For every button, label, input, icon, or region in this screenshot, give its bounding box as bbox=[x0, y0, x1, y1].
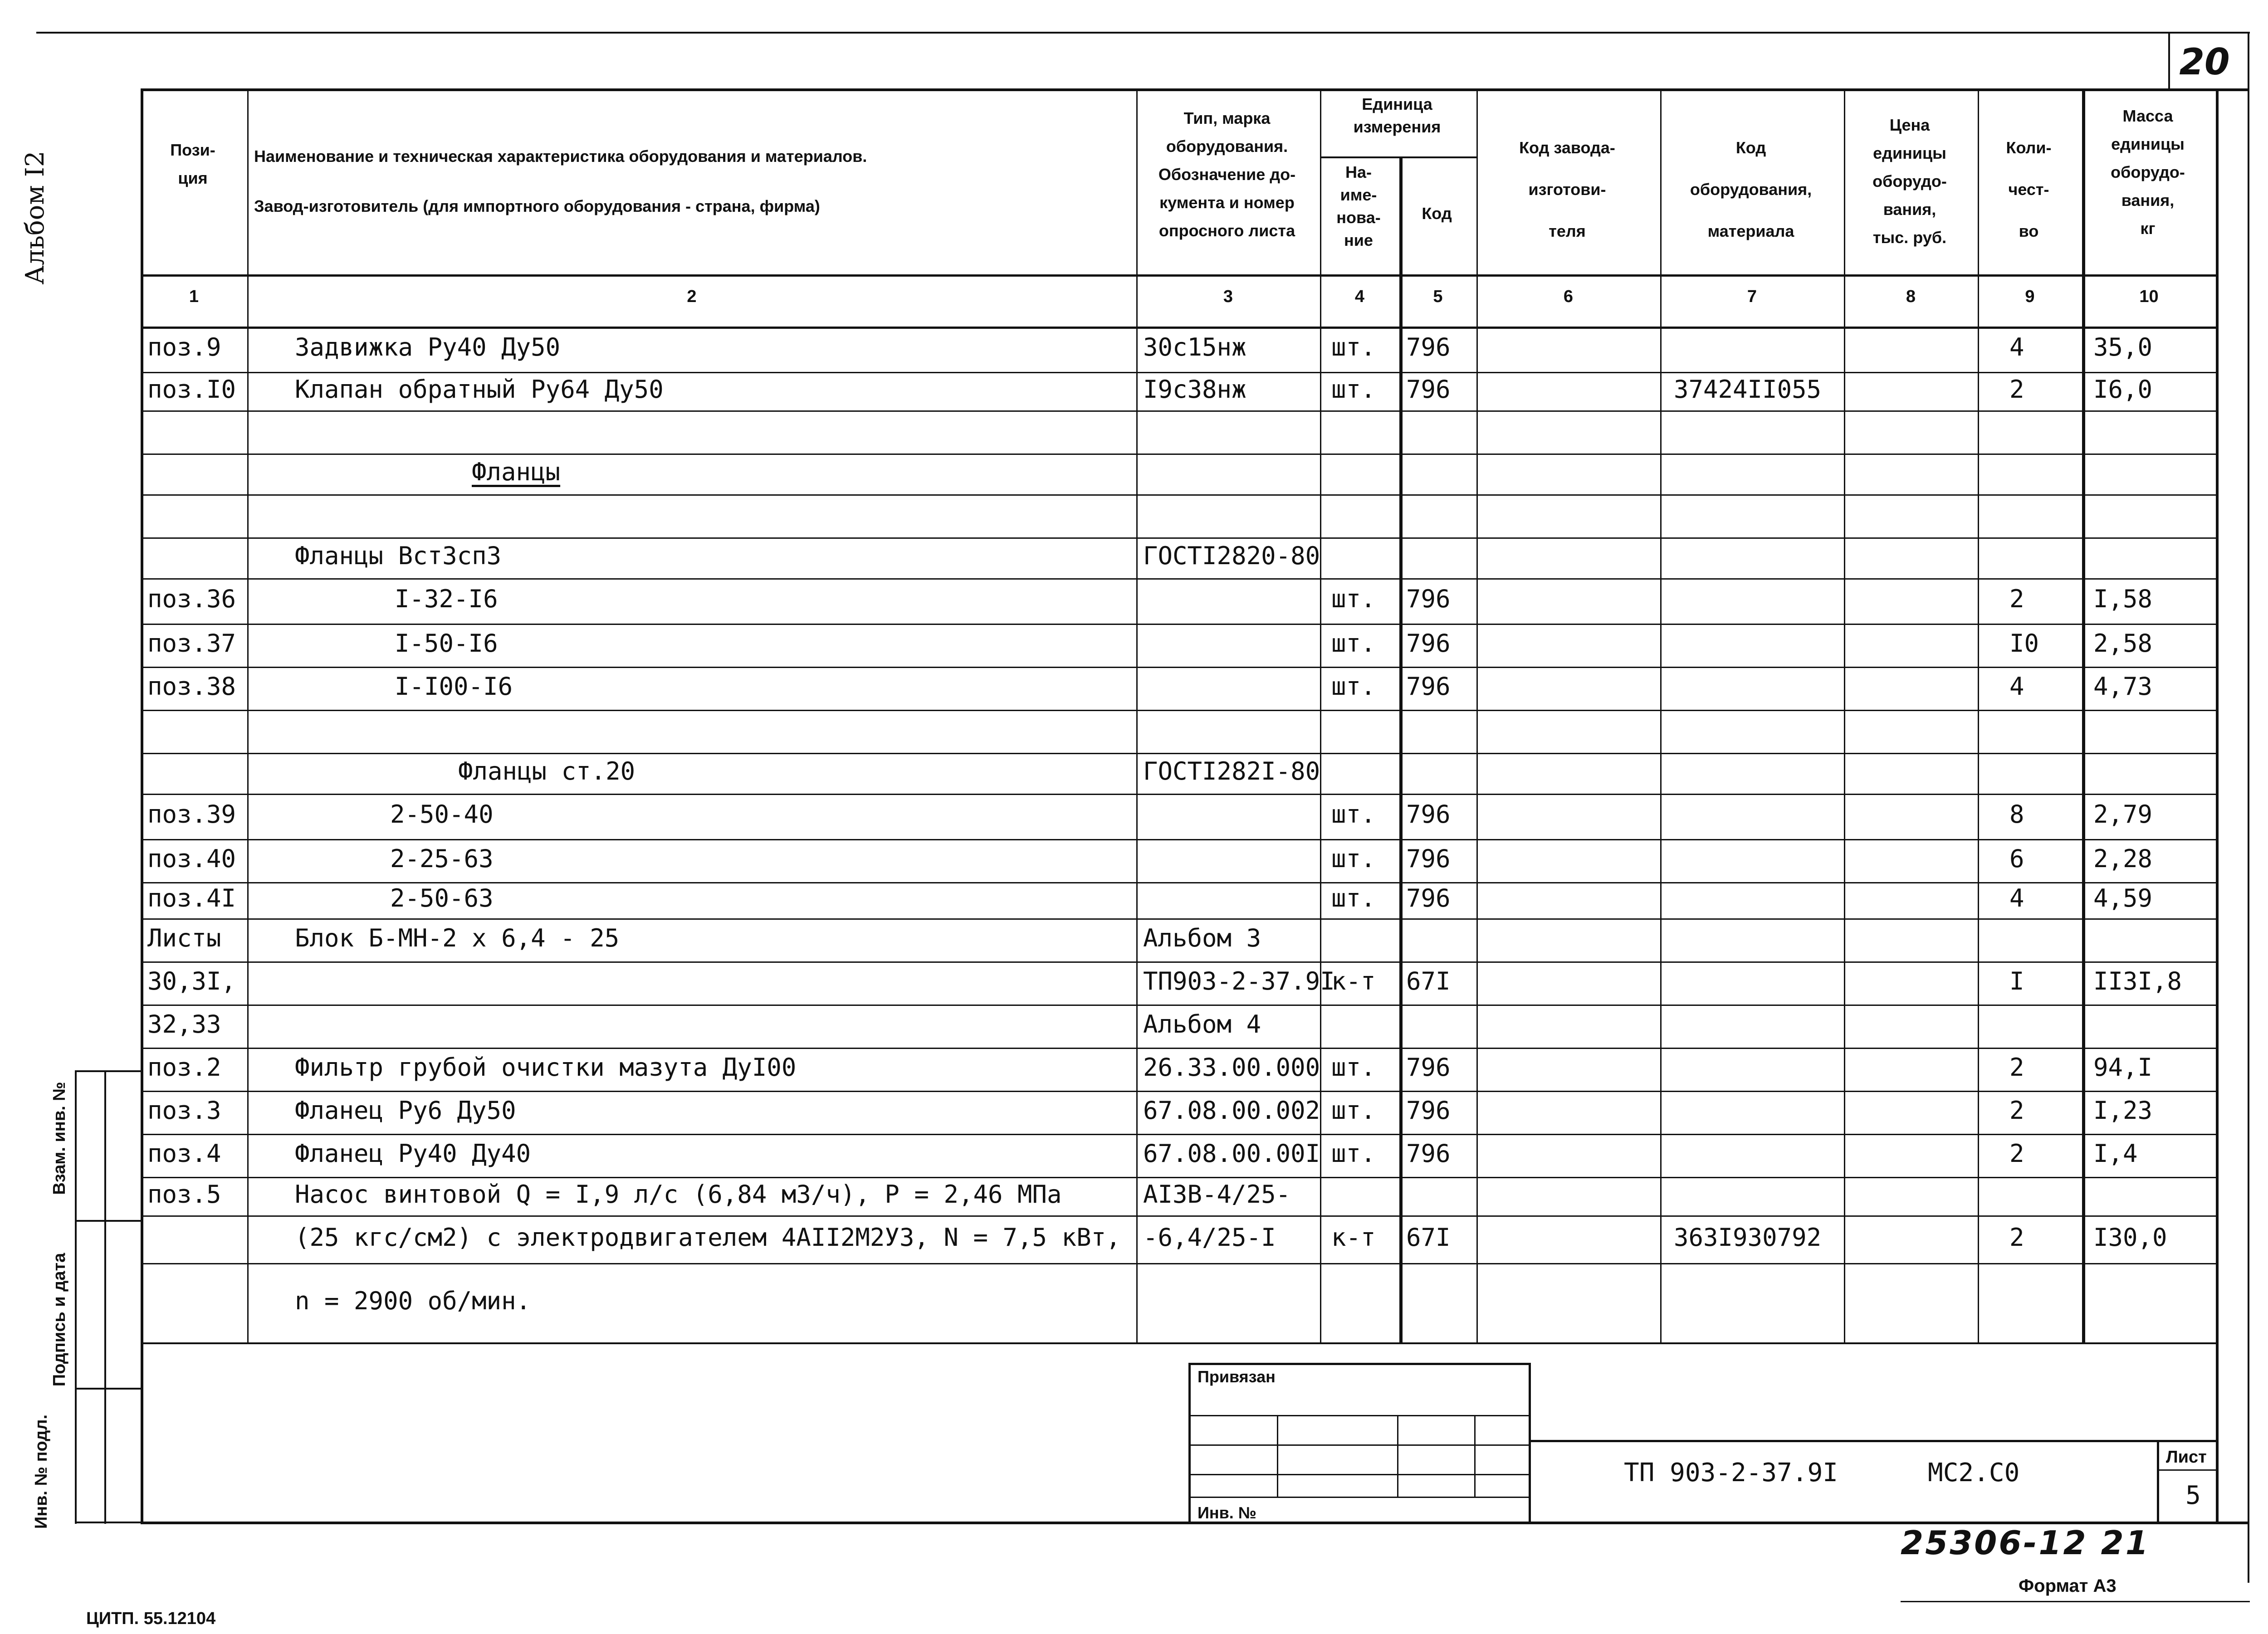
row-type: АI3В-4/25- bbox=[1143, 1180, 1291, 1209]
row-name: 2-50-63 bbox=[390, 884, 494, 912]
row-unit: шт. bbox=[1331, 1053, 1376, 1082]
footer-code: ЦИТП. 55.12104 bbox=[86, 1609, 216, 1628]
format-line bbox=[1901, 1601, 2250, 1602]
header-bottom-line bbox=[141, 274, 2218, 277]
row-unit: к-т bbox=[1331, 966, 1376, 995]
sheet-box-left bbox=[2168, 32, 2170, 88]
row-name: I-32-I6 bbox=[395, 585, 498, 613]
row-name: Фланцы bbox=[472, 458, 561, 486]
row-mass: I6,0 bbox=[2093, 375, 2153, 404]
stamp-line bbox=[1474, 1415, 1476, 1497]
row-line bbox=[141, 494, 2218, 496]
row-line bbox=[141, 1091, 2218, 1092]
side-stamp-line bbox=[75, 1070, 141, 1072]
row-name: 2-50-40 bbox=[390, 800, 494, 829]
row-unit-code: 796 bbox=[1406, 333, 1451, 361]
row-line bbox=[141, 537, 2218, 539]
row-name: (25 кгс/см2) с электродвигателем 4АII2М2У3, N = 7,5 кВт, bbox=[295, 1223, 1121, 1252]
row-unit: шт. bbox=[1331, 585, 1376, 613]
row-position: поз.I0 bbox=[147, 375, 236, 404]
row-unit: к-т bbox=[1331, 1223, 1376, 1252]
row-unit: шт. bbox=[1331, 375, 1376, 404]
stamp-line bbox=[2157, 1440, 2159, 1522]
stamp-line bbox=[1529, 1363, 1531, 1522]
stamp-line bbox=[1397, 1415, 1398, 1497]
stamp-line bbox=[1188, 1415, 1529, 1416]
row-unit: шт. bbox=[1331, 1096, 1376, 1125]
row-name: Фланцы ст.20 bbox=[458, 757, 635, 785]
row-line bbox=[141, 372, 2218, 373]
row-mass: 4,59 bbox=[2093, 884, 2153, 912]
row-quantity: 8 bbox=[2009, 800, 2024, 829]
handwritten-number: 25306-12 21 bbox=[1901, 1524, 2150, 1562]
side-stamp-line bbox=[75, 1388, 141, 1390]
row-mass: 2,28 bbox=[2093, 844, 2153, 873]
row-position: поз.4I bbox=[147, 884, 236, 912]
numbers-bottom-line bbox=[141, 327, 2218, 329]
row-quantity: 4 bbox=[2009, 672, 2024, 701]
column-line bbox=[1978, 88, 1979, 1342]
row-unit: шт. bbox=[1331, 800, 1376, 829]
row-line bbox=[141, 624, 2218, 625]
row-unit-code: 796 bbox=[1406, 884, 1451, 912]
row-quantity: I0 bbox=[2009, 629, 2039, 658]
top-border-line bbox=[36, 32, 2250, 34]
column-number: 4 bbox=[1354, 287, 1365, 306]
row-line bbox=[141, 1215, 2218, 1217]
row-mass: 4,73 bbox=[2093, 672, 2153, 701]
row-name: Блок Б-МН-2 х 6,4 - 25 bbox=[295, 923, 620, 952]
row-line bbox=[141, 918, 2218, 920]
row-unit-code: 796 bbox=[1406, 844, 1451, 873]
row-mass: I,23 bbox=[2093, 1096, 2153, 1125]
row-equipment-code: 363I930792 bbox=[1674, 1223, 1822, 1252]
row-name: I-50-I6 bbox=[395, 629, 498, 658]
row-line bbox=[141, 1177, 2218, 1178]
header-unit: Единица измерения bbox=[1353, 95, 1441, 136]
row-line bbox=[141, 1134, 2218, 1135]
row-unit-code: 67I bbox=[1406, 966, 1451, 995]
row-type: Альбом 4 bbox=[1143, 1010, 1261, 1039]
header-name: Наименование и техническая характеристика оборудования и материалов. Завод-изготовитель (для импортного оборудования - страна, фирма) bbox=[254, 147, 867, 215]
row-unit-code: 796 bbox=[1406, 629, 1451, 658]
row-type: -6,4/25-I bbox=[1143, 1223, 1276, 1252]
row-line bbox=[141, 1263, 2218, 1264]
row-mass: 94,I bbox=[2093, 1053, 2153, 1082]
row-unit: шт. bbox=[1331, 1139, 1376, 1168]
row-line bbox=[141, 794, 2218, 795]
top-sheet-number: 20 bbox=[2179, 41, 2230, 83]
side-stamp-line bbox=[75, 1070, 77, 1524]
column-line bbox=[1320, 88, 1321, 1342]
row-unit: шт. bbox=[1331, 629, 1376, 658]
unit-header-split bbox=[1320, 156, 1476, 158]
row-position: поз.37 bbox=[147, 629, 236, 658]
row-quantity: 2 bbox=[2009, 585, 2024, 613]
column-number: 7 bbox=[1747, 287, 1757, 306]
row-position: Листы bbox=[147, 923, 221, 952]
side-stamp-podpis: Подпись и дата bbox=[50, 1253, 69, 1387]
stamp-line bbox=[1188, 1497, 1529, 1498]
row-position: поз.2 bbox=[147, 1053, 221, 1082]
row-position: поз.39 bbox=[147, 800, 236, 829]
stamp-inv-no: Инв. № bbox=[1198, 1503, 1256, 1522]
column-line bbox=[1660, 88, 1662, 1342]
stamp-line bbox=[1188, 1363, 1529, 1365]
row-mass: I30,0 bbox=[2093, 1223, 2167, 1252]
row-type: Альбом 3 bbox=[1143, 923, 1261, 952]
stamp-line bbox=[1529, 1440, 2216, 1442]
row-line bbox=[141, 410, 2218, 412]
row-line bbox=[141, 1005, 2218, 1006]
row-name: Фланец Ру6 Ду50 bbox=[295, 1096, 516, 1125]
row-unit: шт. bbox=[1331, 672, 1376, 701]
row-position: 32,33 bbox=[147, 1010, 221, 1039]
row-mass: I,4 bbox=[2093, 1139, 2138, 1168]
stamp-doc-mark: МС2.С0 bbox=[1928, 1458, 2020, 1488]
row-line bbox=[141, 667, 2218, 668]
row-position: поз.36 bbox=[147, 585, 236, 613]
stamp-line bbox=[1277, 1415, 1278, 1497]
side-stamp-line bbox=[75, 1220, 141, 1222]
album-label: Альбом I2 bbox=[20, 151, 50, 285]
right-border-line bbox=[2248, 32, 2249, 1583]
row-line bbox=[141, 839, 2218, 840]
row-unit-code: 796 bbox=[1406, 1096, 1451, 1125]
stamp-line bbox=[2157, 1469, 2216, 1471]
column-number: 9 bbox=[2025, 287, 2035, 306]
table-top-border bbox=[141, 88, 2248, 91]
side-stamp-line bbox=[75, 1522, 141, 1523]
stamp-line bbox=[1188, 1474, 1529, 1475]
column-line bbox=[2082, 88, 2085, 1342]
header-factory-code: Код завода- изготови- теля bbox=[1519, 138, 1615, 240]
row-type: 67.08.00.002 bbox=[1143, 1096, 1320, 1125]
row-type: 26.33.00.000 bbox=[1143, 1053, 1320, 1082]
row-unit-code: 796 bbox=[1406, 1053, 1451, 1082]
column-number: 1 bbox=[189, 287, 199, 306]
header-mass: Масса единицы оборудо- вания, кг bbox=[2111, 107, 2185, 238]
row-line bbox=[141, 961, 2218, 963]
row-quantity: 2 bbox=[2009, 375, 2024, 404]
row-quantity: I bbox=[2009, 966, 2024, 995]
stamp-line bbox=[2216, 1440, 2219, 1522]
row-line bbox=[141, 753, 2218, 754]
header-type: Тип, марка оборудования. Обозначение до- кумента и номер опросного листа bbox=[1158, 109, 1296, 240]
side-stamp-line bbox=[104, 1070, 106, 1524]
row-quantity: 6 bbox=[2009, 844, 2024, 873]
row-line bbox=[141, 710, 2218, 711]
row-line bbox=[141, 1048, 2218, 1049]
row-unit-code: 796 bbox=[1406, 672, 1451, 701]
row-quantity: 2 bbox=[2009, 1139, 2024, 1168]
stamp-line bbox=[1188, 1444, 1529, 1446]
row-name: 2-25-63 bbox=[390, 844, 494, 873]
column-number: 5 bbox=[1433, 287, 1443, 306]
row-equipment-code: 37424II055 bbox=[1674, 375, 1822, 404]
column-line bbox=[1136, 88, 1138, 1342]
stamp-privyazan: Привязан bbox=[1198, 1367, 1276, 1386]
row-type: 67.08.00.00I bbox=[1143, 1139, 1320, 1168]
row-quantity: 2 bbox=[2009, 1223, 2024, 1252]
row-unit: шт. bbox=[1331, 884, 1376, 912]
row-name: Насос винтовой Q = I,9 л/с (6,84 м3/ч), P = 2,46 МПа bbox=[295, 1180, 1062, 1209]
column-line bbox=[1399, 156, 1403, 1342]
row-type: ГОСТI282I-80 bbox=[1143, 757, 1320, 785]
column-line bbox=[247, 88, 249, 1342]
row-type: ТП903-2-37.9I bbox=[1143, 966, 1335, 995]
table-body-bottom bbox=[141, 1342, 2218, 1344]
row-name: Фланцы ВстЗсп3 bbox=[295, 541, 502, 570]
side-stamp-inv: Инв. № подл. bbox=[32, 1414, 51, 1529]
row-unit-code: 796 bbox=[1406, 375, 1451, 404]
column-number: 8 bbox=[1906, 287, 1916, 306]
row-type: I9с38нж bbox=[1143, 375, 1246, 404]
row-name: Фильтр грубой очистки мазута ДуI00 bbox=[295, 1053, 797, 1082]
row-position: 30,3I, bbox=[147, 966, 236, 995]
stamp-doc-code: ТП 903-2-37.9I bbox=[1624, 1458, 1838, 1488]
side-stamp-vzam: Взам. инв. № bbox=[50, 1082, 69, 1195]
row-mass: 35,0 bbox=[2093, 333, 2153, 361]
row-unit-code: 796 bbox=[1406, 1139, 1451, 1168]
column-number: 10 bbox=[2139, 287, 2159, 306]
column-line bbox=[1476, 88, 1478, 1342]
row-unit: шт. bbox=[1331, 333, 1376, 361]
column-line bbox=[1844, 88, 1845, 1342]
row-type: ГОСТI2820-80 bbox=[1143, 541, 1320, 570]
row-unit: шт. bbox=[1331, 844, 1376, 873]
row-mass: II3I,8 bbox=[2093, 966, 2182, 995]
header-quantity: Коли- чест- во bbox=[2006, 138, 2052, 240]
row-unit-code: 796 bbox=[1406, 585, 1451, 613]
stamp-list-label: Лист bbox=[2166, 1448, 2207, 1467]
header-position: Пози- ция bbox=[170, 141, 215, 187]
row-name: Клапан обратный Ру64 Ду50 bbox=[295, 375, 664, 404]
row-line bbox=[141, 454, 2218, 455]
row-unit-code: 796 bbox=[1406, 800, 1451, 829]
row-position: поз.3 bbox=[147, 1096, 221, 1125]
row-quantity: 4 bbox=[2009, 884, 2024, 912]
row-mass: 2,58 bbox=[2093, 629, 2153, 658]
column-number: 2 bbox=[687, 287, 697, 306]
header-price: Цена единицы оборудо- вания, тыс. руб. bbox=[1872, 116, 1947, 247]
row-mass: 2,79 bbox=[2093, 800, 2153, 829]
format-label: Формат А3 bbox=[2019, 1576, 2116, 1596]
row-name: Фланец Ру40 Ду40 bbox=[295, 1139, 531, 1168]
row-type: 30с15нж bbox=[1143, 333, 1246, 361]
row-mass: I,58 bbox=[2093, 585, 2153, 613]
row-position: поз.38 bbox=[147, 672, 236, 701]
row-name: Задвижка Ру40 Ду50 bbox=[295, 333, 561, 361]
row-name: n = 2900 об/мин. bbox=[295, 1286, 531, 1315]
row-name: I-I00-I6 bbox=[395, 672, 513, 701]
row-position: поз.5 bbox=[147, 1180, 221, 1209]
row-quantity: 2 bbox=[2009, 1053, 2024, 1082]
row-line bbox=[141, 882, 2218, 883]
table-right-border bbox=[2216, 88, 2219, 1522]
row-unit-code: 67I bbox=[1406, 1223, 1451, 1252]
header-unit-name: На- име- нова- ние bbox=[1336, 163, 1381, 249]
stamp-list-number: 5 bbox=[2185, 1481, 2201, 1510]
row-line bbox=[141, 578, 2218, 580]
header-unit-code: Код bbox=[1422, 204, 1452, 223]
row-quantity: 4 bbox=[2009, 333, 2024, 361]
row-position: поз.9 bbox=[147, 333, 221, 361]
row-position: поз.4 bbox=[147, 1139, 221, 1168]
header-equipment-code: Код оборудования, материала bbox=[1690, 138, 1812, 240]
column-number: 6 bbox=[1563, 287, 1574, 306]
column-number: 3 bbox=[1223, 287, 1233, 306]
row-quantity: 2 bbox=[2009, 1096, 2024, 1125]
row-position: поз.40 bbox=[147, 844, 236, 873]
